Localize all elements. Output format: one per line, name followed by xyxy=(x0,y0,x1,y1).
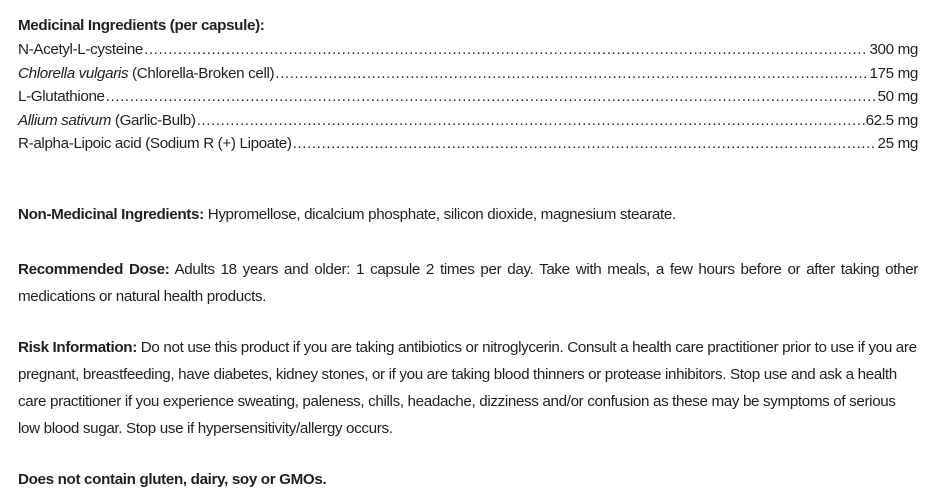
dose-label: Recommended Dose: xyxy=(18,261,170,278)
dot-leader xyxy=(106,85,877,109)
ingredient-common-name: (Chlorella-Broken cell) xyxy=(128,64,275,82)
ingredient-latin-name: Allium sativum xyxy=(18,111,111,129)
non-medicinal-text: Hypromellose, dicalcium phosphate, silicon dioxide, magnesium stearate. xyxy=(203,206,676,223)
dot-leader xyxy=(275,62,868,86)
risk-label: Risk Information: xyxy=(18,339,137,356)
ingredient-common-name: L-Glutathione xyxy=(18,88,105,105)
recommended-dose xyxy=(18,256,918,310)
ingredient-amount: 25 mg xyxy=(877,135,918,152)
free-from-statement: Does not contain gluten, dairy, soy or GMOs. xyxy=(18,471,327,488)
ingredient-row xyxy=(18,62,918,86)
ingredient-row xyxy=(18,85,918,109)
non-medicinal-ingredients xyxy=(18,201,918,228)
ingredient-common-name: (Garlic-Bulb) xyxy=(111,111,196,129)
dot-leader xyxy=(293,132,877,156)
dot-leader xyxy=(144,38,868,62)
medicinal-ingredients-list xyxy=(18,38,918,156)
ingredient-common-name: R-alpha-Lipoic acid (Sodium R (+) Lipoate) xyxy=(18,135,292,152)
ingredient-amount: 300 mg xyxy=(869,41,918,58)
dot-leader xyxy=(197,109,865,133)
risk-text: Do not use this product if you are taking antibiotics or nitroglycerin. Consult a health care practitioner prior to use if you are pregnant, breastfeeding, have diabetes, kidney stones, or if you are taking blood thinners or protease inhibitors. Stop use and ask a health care practitioner if you experience sweating, paleness, chills, headache, dizziness and/or confusion as these may be symptoms of serious low blood sugar. Stop use if hypersensitivity/allergy occurs. xyxy=(18,339,917,437)
ingredient-name xyxy=(18,85,105,109)
ingredient-name xyxy=(18,109,196,133)
ingredient-amount: 62.5 mg xyxy=(865,111,918,129)
ingredient-name xyxy=(18,62,274,86)
ingredient-row xyxy=(18,132,918,156)
ingredient-name xyxy=(18,38,143,62)
medicinal-ingredients-heading: Medicinal Ingredients (per capsule): xyxy=(18,17,265,34)
non-medicinal-label: Non-Medicinal Ingredients: xyxy=(18,206,204,223)
ingredient-name xyxy=(18,132,292,156)
ingredient-row xyxy=(18,109,918,133)
ingredient-amount: 175 mg xyxy=(869,64,918,82)
ingredient-amount: 50 mg xyxy=(877,88,918,105)
ingredient-common-name: N-Acetyl-L-cysteine xyxy=(18,41,144,58)
ingredient-latin-name: Chlorella vulgaris xyxy=(18,64,129,82)
ingredient-row xyxy=(18,38,918,62)
risk-information xyxy=(18,334,918,442)
dose-text: Adults 18 years and older: 1 capsule 2 times per day. Take with meals, a few hours before or after taking other medications or natural health products. xyxy=(18,261,918,305)
